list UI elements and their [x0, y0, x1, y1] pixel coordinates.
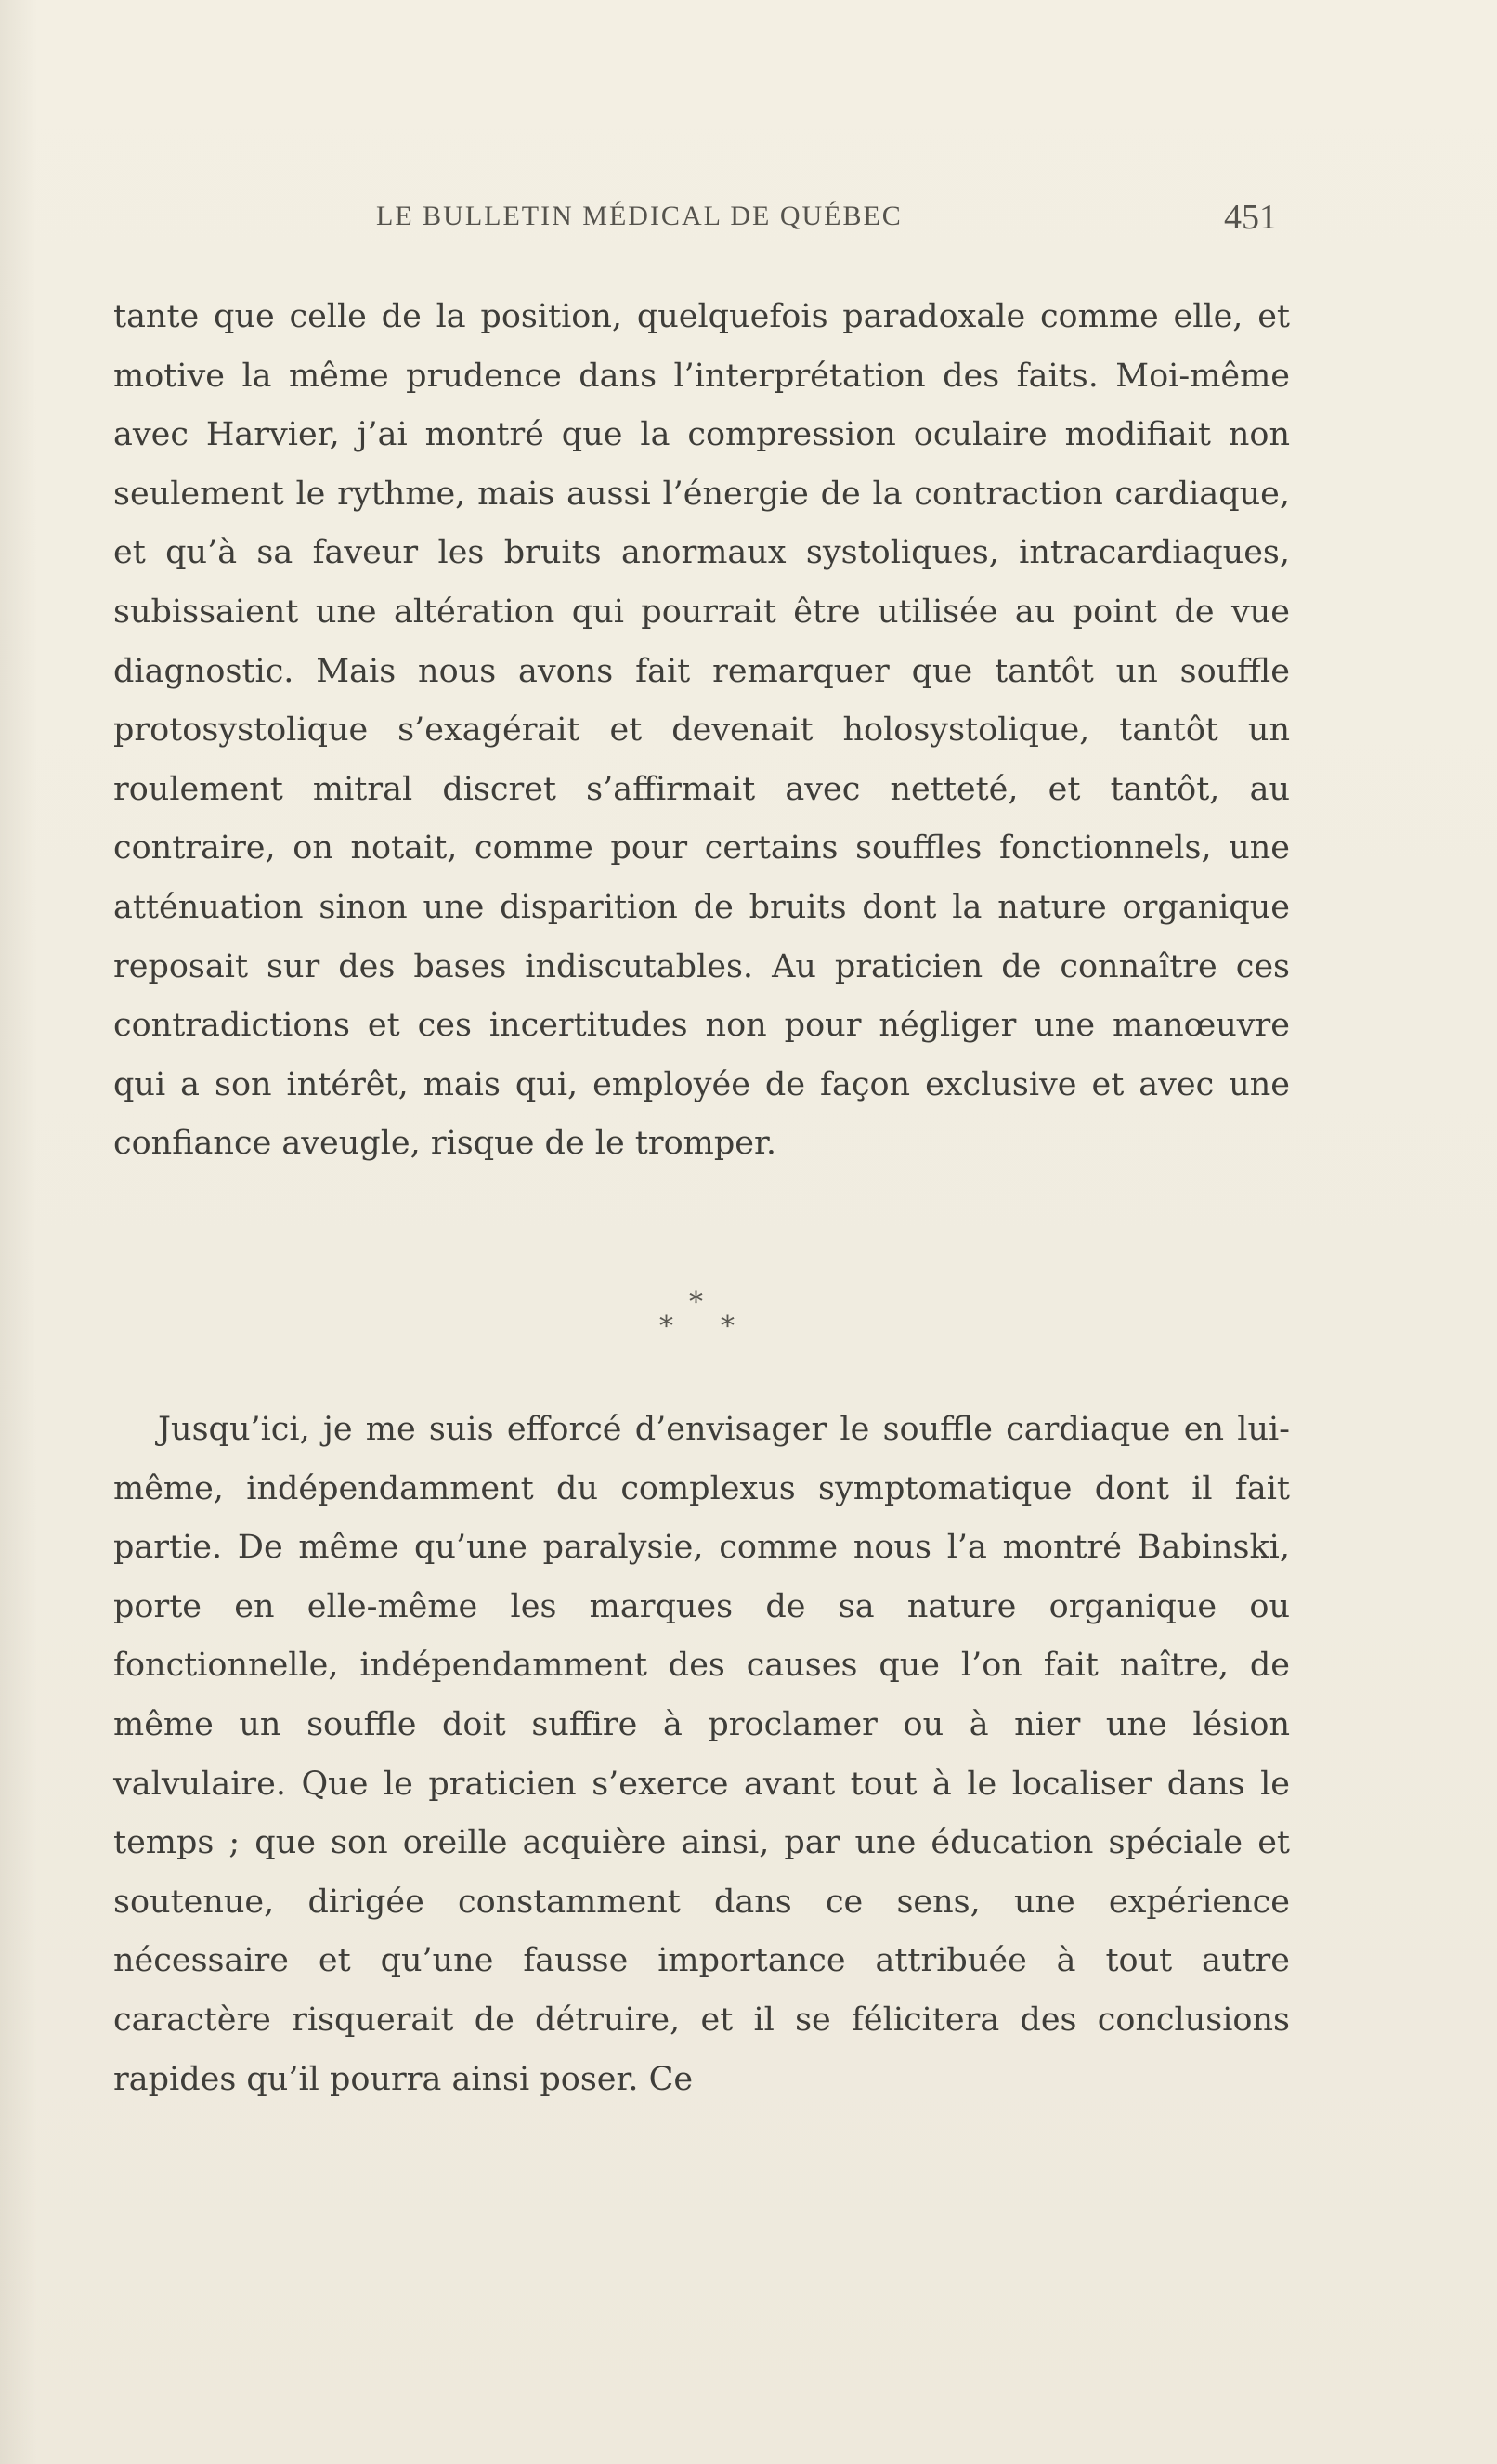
asterisk-top: * [689, 1286, 703, 1319]
asterisk-left: * [659, 1310, 673, 1343]
paragraph-1: tante que celle de la position, quelquefois paradoxale comme elle, et motive la même prudence dans l’interprétation des faits. Moi-même avec Harvier, j’ai montré que la compression oculaire modifiait non seulement le rythme, mais aussi l’énergie de la contraction cardiaque, et qu’à sa faveur les bruits anormaux systoliques, intracardiaques, subissaient une altération qui pourrait être utilisée au point de vue diagnostic. Mais nous avons fait remarquer que tantôt un souffle protosystolique s’exagérait et devenait holosystolique, tantôt un roulement mitral discret s’affirmait avec netteté, et tantôt, au contraire, on notait, comme pour certains souffles fonctionnels, une atténuation sinon une disparition de bruits dont la nature organique reposait sur des bases indiscutables. Au praticien de connaître ces contradictions et ces incertitudes non pour négliger une manœuvre qui a son intérêt, mais qui, employée de façon exclusive et avec une confiance aveugle, risque de le tromper. [113, 298, 1290, 1163]
running-header: LE BULLETIN MÉDICAL DE QUÉBEC [376, 201, 903, 231]
section-separator-asterism [650, 1286, 752, 1342]
asterisk-right: * [721, 1310, 735, 1343]
paragraph-2: Jusqu’ici, je me suis efforcé d’envisager le souffle cardiaque en lui-même, indépendamment du complexus symptomatique dont il fait partie. De même qu’une paralysie, comme nous l’a montré Babinski, porte en elle-même les marques de sa nature organique ou fonctionnelle, indépendamment des causes que l’on fait naître, de même un souffle doit suffire à proclamer ou à nier une lésion valvulaire. Que le praticien s’exerce avant tout à le localiser dans le temps ; que son oreille acquière ainsi, par une éducation spéciale et soutenue, dirigée constamment dans ce sens, une expérience nécessaire et qu’une fausse importance attribuée à tout autre caractère risquerait de détruire, et il se félicitera des conclusions rapides qu’il pourra ainsi poser. Ce [113, 1411, 1290, 2098]
page-number: 451 [1224, 198, 1277, 237]
